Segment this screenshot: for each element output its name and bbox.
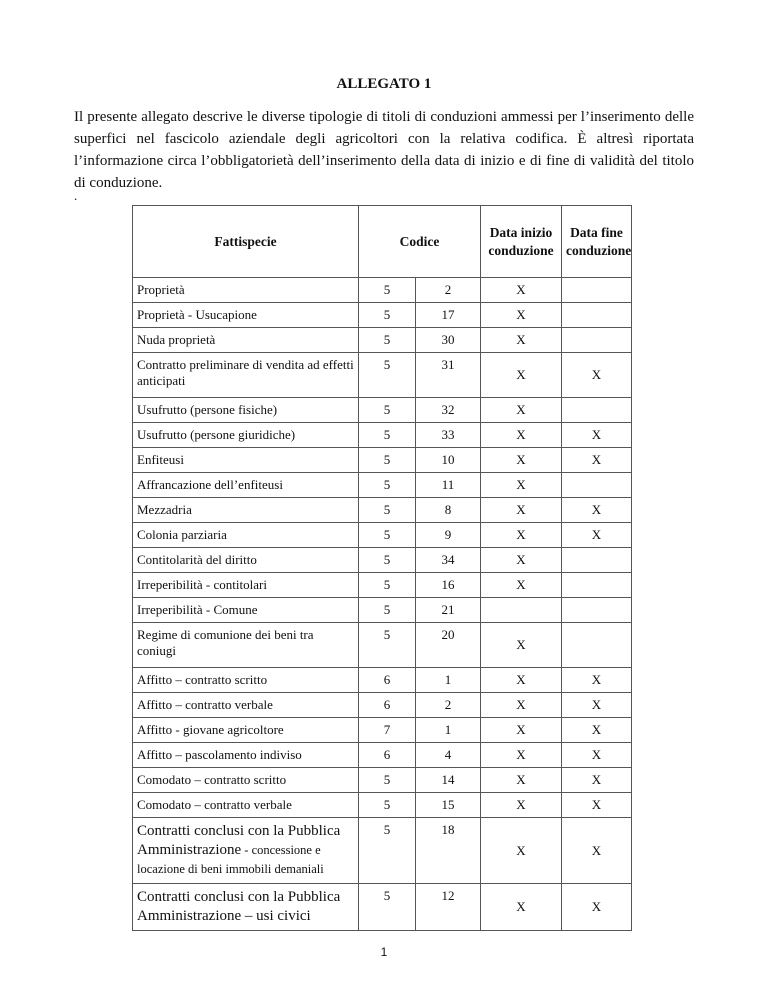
row-data-inizio — [481, 598, 562, 623]
table-row — [133, 718, 632, 743]
row-codice-2: 14 — [416, 768, 481, 793]
row-fattispecie: Nuda proprietà — [133, 328, 359, 353]
row-data-fine — [562, 623, 632, 668]
row-codice-2: 2 — [416, 278, 481, 303]
row-codice-1: 5 — [359, 398, 416, 423]
row-codice-2: 2 — [416, 693, 481, 718]
row-codice-1: 5 — [359, 448, 416, 473]
row-codice-1: 5 — [359, 423, 416, 448]
header-data-fine — [562, 206, 632, 278]
row-fattispecie: Affitto - giovane agricoltore — [133, 718, 359, 743]
row-codice-2: 34 — [416, 548, 481, 573]
conduction-titles-table — [132, 205, 632, 931]
row-data-inizio: X — [481, 498, 562, 523]
row-fattispecie: Irreperibilità - contitolari — [133, 573, 359, 598]
row-data-inizio: X — [481, 693, 562, 718]
row-codice-2: 4 — [416, 743, 481, 768]
row-codice-2: 18 — [416, 818, 481, 884]
row-codice-1: 5 — [359, 353, 416, 398]
row-data-inizio: X — [481, 668, 562, 693]
row-fattispecie: Usufrutto (persone giuridiche) — [133, 423, 359, 448]
row-fattispecie: Affitto – contratto scritto — [133, 668, 359, 693]
row-fattispecie: Irreperibilità - Comune — [133, 598, 359, 623]
header-codice: Codice — [359, 206, 481, 278]
row-fattispecie: Contitolarità del diritto — [133, 548, 359, 573]
row-data-inizio: X — [481, 278, 562, 303]
row-codice-2: 1 — [416, 718, 481, 743]
row-data-fine — [562, 398, 632, 423]
row-codice-1: 6 — [359, 743, 416, 768]
table-row — [133, 598, 632, 623]
table-body — [133, 278, 632, 931]
table-row — [133, 448, 632, 473]
row-codice-1: 5 — [359, 548, 416, 573]
row-fattispecie: Affrancazione dell’enfiteusi — [133, 473, 359, 498]
row-data-fine: X — [562, 743, 632, 768]
table-row — [133, 328, 632, 353]
row-data-inizio: X — [481, 328, 562, 353]
row-fattispecie: Comodato – contratto scritto — [133, 768, 359, 793]
row-data-fine: X — [562, 448, 632, 473]
row-fattispecie: Regime di comunione dei beni tra coniugi — [133, 623, 359, 668]
row-data-fine — [562, 573, 632, 598]
row-codice-2: 11 — [416, 473, 481, 498]
row-fattispecie: Affitto – contratto verbale — [133, 693, 359, 718]
table-row — [133, 548, 632, 573]
row-data-fine: X — [562, 768, 632, 793]
row-codice-1: 5 — [359, 328, 416, 353]
row-fattispecie: Contratto preliminare di vendita ad effetti anticipati — [133, 353, 359, 398]
table-row — [133, 793, 632, 818]
row-data-fine — [562, 473, 632, 498]
row-fattispecie: Colonia parziaria — [133, 523, 359, 548]
row-codice-1: 7 — [359, 718, 416, 743]
header-data-inizio — [481, 206, 562, 278]
header-data-fine-line1: Data fine — [570, 224, 623, 240]
row-codice-2: 30 — [416, 328, 481, 353]
row-fattispecie-main: Contratti conclusi con la Pubblica Amministrazione – usi civici — [137, 889, 341, 924]
row-codice-2: 1 — [416, 668, 481, 693]
table-row — [133, 423, 632, 448]
table-row — [133, 884, 632, 931]
row-fattispecie: Comodato – contratto verbale — [133, 793, 359, 818]
row-data-inizio: X — [481, 623, 562, 668]
row-data-inizio: X — [481, 818, 562, 884]
row-data-fine — [562, 303, 632, 328]
row-codice-1: 5 — [359, 793, 416, 818]
page-number: 1 — [380, 945, 388, 959]
row-codice-2: 16 — [416, 573, 481, 598]
row-data-fine: X — [562, 423, 632, 448]
row-fattispecie: Enfiteusi — [133, 448, 359, 473]
header-data-inizio-line2: conduzione — [488, 242, 554, 258]
row-data-inizio: X — [481, 884, 562, 931]
table-row — [133, 693, 632, 718]
row-data-inizio: X — [481, 573, 562, 598]
row-fattispecie: Proprietà — [133, 278, 359, 303]
table-row — [133, 743, 632, 768]
row-codice-2: 33 — [416, 423, 481, 448]
table-row — [133, 353, 632, 398]
row-codice-2: 20 — [416, 623, 481, 668]
row-codice-2: 17 — [416, 303, 481, 328]
row-data-inizio: X — [481, 523, 562, 548]
row-data-inizio: X — [481, 473, 562, 498]
row-data-fine: X — [562, 793, 632, 818]
row-fattispecie — [133, 818, 359, 884]
header-data-fine-line2: conduzione — [566, 242, 632, 258]
row-fattispecie: Affitto – pascolamento indiviso — [133, 743, 359, 768]
table-row — [133, 818, 632, 884]
row-data-inizio: X — [481, 423, 562, 448]
row-data-fine: X — [562, 668, 632, 693]
row-codice-2: 12 — [416, 884, 481, 931]
row-codice-2: 9 — [416, 523, 481, 548]
row-data-inizio: X — [481, 398, 562, 423]
row-codice-1: 5 — [359, 573, 416, 598]
table-row — [133, 498, 632, 523]
table-header-row — [133, 206, 632, 278]
row-codice-1: 5 — [359, 598, 416, 623]
row-data-inizio: X — [481, 793, 562, 818]
table-row — [133, 278, 632, 303]
row-codice-2: 21 — [416, 598, 481, 623]
row-data-fine — [562, 548, 632, 573]
row-data-inizio: X — [481, 743, 562, 768]
row-fattispecie — [133, 884, 359, 931]
row-fattispecie: Proprietà - Usucapione — [133, 303, 359, 328]
row-data-fine: X — [562, 884, 632, 931]
row-codice-1: 5 — [359, 278, 416, 303]
row-codice-1: 5 — [359, 473, 416, 498]
intro-paragraph: Il presente allegato descrive le diverse tipologie di titoli di conduzioni ammessi per l’inserimento delle superfici nel fascicolo aziendale degli agricoltori con la relativa codifica. È altresì riportata l’informazione circa l’obbligatorietà dell’inserimento della data di inizio e di fine di validità del titolo di conduzione. — [74, 109, 694, 191]
row-data-fine: X — [562, 523, 632, 548]
row-codice-1: 5 — [359, 303, 416, 328]
table-row — [133, 398, 632, 423]
row-codice-1: 5 — [359, 818, 416, 884]
row-codice-2: 8 — [416, 498, 481, 523]
row-data-inizio: X — [481, 548, 562, 573]
header-fattispecie: Fattispecie — [133, 206, 359, 278]
table-row — [133, 768, 632, 793]
row-fattispecie-main: Contratti conclusi con la Pubblica Amministrazione — [137, 823, 341, 858]
row-data-fine — [562, 598, 632, 623]
row-codice-2: 15 — [416, 793, 481, 818]
table-row — [133, 473, 632, 498]
row-data-fine: X — [562, 693, 632, 718]
row-data-inizio: X — [481, 718, 562, 743]
row-data-inizio: X — [481, 353, 562, 398]
document-title: ALLEGATO 1 — [336, 76, 432, 92]
row-data-inizio: X — [481, 448, 562, 473]
row-data-inizio: X — [481, 303, 562, 328]
row-fattispecie: Usufrutto (persone fisiche) — [133, 398, 359, 423]
row-data-fine — [562, 278, 632, 303]
stray-dot: . — [74, 188, 78, 203]
table-row — [133, 303, 632, 328]
row-codice-1: 5 — [359, 623, 416, 668]
table-row — [133, 668, 632, 693]
row-data-fine: X — [562, 498, 632, 523]
row-data-fine: X — [562, 353, 632, 398]
row-fattispecie: Mezzadria — [133, 498, 359, 523]
row-data-fine: X — [562, 718, 632, 743]
row-codice-2: 31 — [416, 353, 481, 398]
row-fattispecie-suffix: - concessione e locazione di beni immobili demaniali — [137, 843, 324, 876]
row-data-inizio: X — [481, 768, 562, 793]
row-codice-1: 5 — [359, 768, 416, 793]
row-data-fine — [562, 328, 632, 353]
row-data-fine: X — [562, 818, 632, 884]
row-codice-1: 5 — [359, 523, 416, 548]
row-codice-1: 6 — [359, 668, 416, 693]
row-codice-1: 5 — [359, 498, 416, 523]
table-row — [133, 623, 632, 668]
row-codice-1: 6 — [359, 693, 416, 718]
table-row — [133, 523, 632, 548]
header-data-inizio-line1: Data inizio — [489, 224, 553, 240]
row-codice-2: 32 — [416, 398, 481, 423]
table-row — [133, 573, 632, 598]
row-codice-1: 5 — [359, 884, 416, 931]
row-codice-2: 10 — [416, 448, 481, 473]
